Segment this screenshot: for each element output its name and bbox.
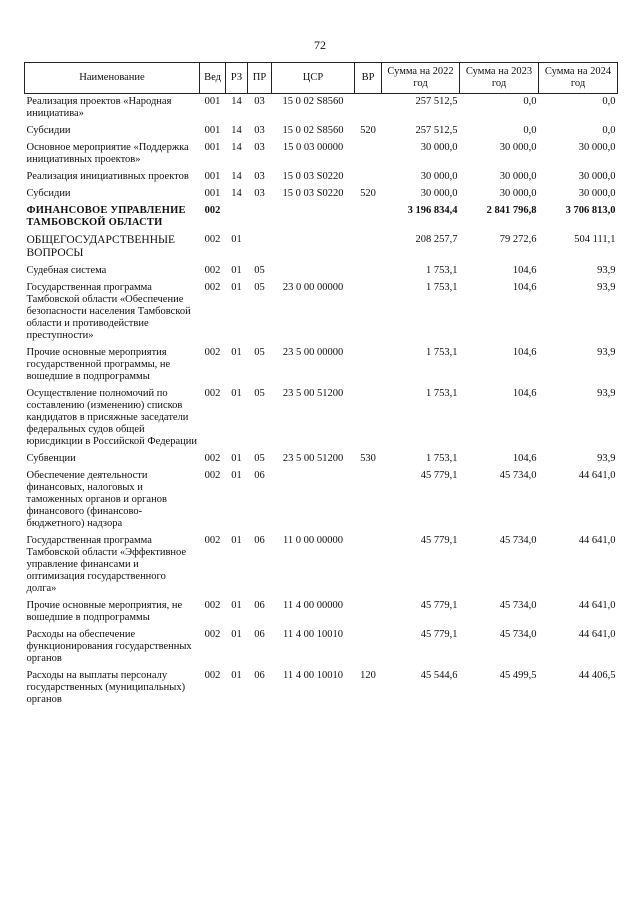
table-row [25,598,618,627]
cell-sum-2023: 45 499,5 [499,670,537,681]
cell-rz: 01 [231,265,242,276]
cell-sum-2023: 45 734,0 [499,470,537,481]
cell-sum-2024: 93,9 [597,265,616,276]
cell-name: Обеспечение деятельности финансовых, налоговых и таможенных органов и органов финансового (финансово-бюджетного) надзора [26,470,167,529]
cell-ved: 001 [204,96,221,107]
cell-vr [355,280,382,345]
cell-rz: 01 [231,629,242,640]
cell-ved: 002 [204,470,221,481]
cell-pr: 06 [254,470,265,481]
cell-sum-2024: 44 641,0 [578,629,616,640]
header-csr: ЦСР [272,63,355,94]
cell-csr: 23 0 00 00000 [282,282,344,293]
cell-pr: 06 [254,535,265,546]
cell-name: Государственная программа Тамбовской области «Обеспечение безопасности населения Тамбовской области и противодействие преступности» [26,282,191,341]
cell-rz: 14 [231,125,242,136]
cell-sum-2024: 30 000,0 [578,142,616,153]
table-row [25,169,618,186]
cell-ved: 002 [204,347,221,358]
cell-name: Субвенции [26,453,76,464]
cell-csr: 15 0 03 S0220 [282,188,344,199]
header-vr: ВР [355,63,382,94]
cell-name: ФИНАНСОВОЕ УПРАВЛЕНИЕ ТАМБОВСКОЙ ОБЛАСТИ [26,205,186,228]
cell-csr: 15 0 02 S8560 [282,96,344,107]
cell-vr [355,468,382,533]
cell-vr [355,386,382,451]
cell-name: Реализация проектов «Народная инициатива» [26,96,172,119]
cell-vr: 530 [360,453,376,464]
cell-vr [355,345,382,386]
header-pr: ПР [248,63,272,94]
cell-vr [355,627,382,668]
table-row [25,468,618,533]
cell-pr: 03 [254,96,265,107]
cell-ved: 002 [204,234,221,245]
cell-csr [272,263,355,280]
cell-name: Расходы на выплаты персоналу государственных (муниципальных) органов [26,670,186,705]
cell-sum-2022: 45 544,6 [420,670,458,681]
cell-pr: 03 [254,171,265,182]
cell-sum-2024: 93,9 [597,282,616,293]
cell-ved: 002 [204,629,221,640]
cell-sum-2024: 93,9 [597,388,616,399]
table-row [25,533,618,598]
cell-rz: 01 [231,234,242,245]
table-row [25,232,618,263]
table-row [25,123,618,140]
table-row [25,186,618,203]
cell-vr [355,263,382,280]
cell-rz: 01 [231,670,242,681]
cell-pr: 05 [254,265,265,276]
cell-vr [355,533,382,598]
cell-pr [248,232,272,263]
cell-pr: 05 [254,388,265,399]
cell-name: Реализация инициативных проектов [26,171,189,182]
cell-sum-2023: 0,0 [523,96,537,107]
budget-table [24,62,618,709]
cell-sum-2023: 104,6 [512,388,537,399]
cell-rz: 14 [231,188,242,199]
table-row [25,140,618,169]
cell-sum-2024: 44 641,0 [578,470,616,481]
cell-sum-2024: 0,0 [602,96,616,107]
cell-sum-2024: 0,0 [602,125,616,136]
cell-sum-2022: 208 257,7 [415,234,458,245]
cell-sum-2023: 45 734,0 [499,629,537,640]
cell-rz [226,203,248,232]
cell-rz: 01 [231,388,242,399]
cell-csr: 23 5 00 00000 [282,347,344,358]
cell-vr [355,94,382,124]
table-header-row [25,63,618,94]
cell-vr [355,140,382,169]
cell-csr: 23 5 00 51200 [282,453,344,464]
cell-pr [248,203,272,232]
cell-sum-2023: 45 734,0 [499,600,537,611]
cell-csr: 15 0 02 S8560 [282,125,344,136]
cell-sum-2024: 504 111,1 [574,234,616,245]
cell-sum-2024: 44 641,0 [578,600,616,611]
cell-csr [272,203,355,232]
cell-sum-2024: 93,9 [597,453,616,464]
header-name: Наименование [25,63,200,94]
cell-ved: 002 [204,453,221,464]
cell-name: Прочие основные мероприятия государственной программы, не вошедшие в подпрограммы [26,347,171,382]
cell-sum-2022: 30 000,0 [420,142,458,153]
cell-vr: 520 [360,125,376,136]
cell-sum-2023: 104,6 [512,347,537,358]
cell-name: Государственная программа Тамбовской области «Эффективное управление финансами и оптимизация государственного долга» [26,535,187,594]
table-row [25,451,618,468]
table-row [25,386,618,451]
cell-pr: 05 [254,347,265,358]
cell-ved: 001 [204,142,221,153]
table-row [25,668,618,709]
cell-sum-2022: 257 512,5 [415,96,458,107]
table-body [25,94,618,710]
cell-ved: 002 [204,205,221,216]
cell-rz: 01 [231,282,242,293]
table-row [25,94,618,124]
cell-csr [272,232,355,263]
cell-rz: 01 [231,347,242,358]
cell-rz: 01 [231,535,242,546]
header-sum-2023: Сумма на 2023 год [460,63,539,94]
cell-sum-2024: 30 000,0 [578,171,616,182]
cell-vr [355,203,382,232]
cell-csr: 15 0 03 00000 [282,142,344,153]
cell-pr: 03 [254,142,265,153]
cell-sum-2022: 30 000,0 [420,171,458,182]
cell-pr: 03 [254,125,265,136]
cell-sum-2024: 3 706 813,0 [565,205,616,216]
cell-vr [355,232,382,263]
cell-sum-2023: 30 000,0 [499,188,537,199]
cell-csr: 11 4 00 00000 [283,600,343,611]
cell-sum-2023: 104,6 [512,453,537,464]
cell-name: Субсидии [26,188,71,199]
cell-sum-2022: 1 753,1 [426,265,458,276]
cell-ved: 002 [204,600,221,611]
table-row [25,263,618,280]
cell-pr: 06 [254,629,265,640]
cell-sum-2024: 44 641,0 [578,535,616,546]
cell-vr [355,598,382,627]
cell-sum-2022: 1 753,1 [426,282,458,293]
cell-sum-2023: 45 734,0 [499,535,537,546]
cell-ved: 002 [204,535,221,546]
cell-ved: 002 [204,388,221,399]
cell-vr: 120 [360,670,376,681]
cell-sum-2022: 45 779,1 [420,600,458,611]
page-number: 72 [314,38,326,52]
cell-rz: 01 [231,453,242,464]
cell-csr: 15 0 03 S0220 [282,171,344,182]
table-row [25,203,618,232]
cell-rz: 14 [231,142,242,153]
cell-sum-2022: 45 779,1 [420,470,458,481]
cell-name: ОБЩЕГОСУДАРСТВЕННЫЕ ВОПРОСЫ [26,234,176,259]
table-row [25,280,618,345]
cell-name: Субсидии [26,125,71,136]
cell-csr: 11 4 00 10010 [283,629,343,640]
cell-sum-2023: 30 000,0 [499,142,537,153]
header-rz: РЗ [226,63,248,94]
cell-sum-2022: 3 196 834,4 [407,205,458,216]
cell-csr: 11 0 00 00000 [283,535,343,546]
cell-pr: 05 [254,453,265,464]
cell-rz: 14 [231,96,242,107]
cell-name: Расходы на обеспечение функционирования государственных органов [26,629,192,664]
cell-sum-2023: 104,6 [512,265,537,276]
cell-sum-2023: 30 000,0 [499,171,537,182]
cell-sum-2022: 45 779,1 [420,535,458,546]
cell-sum-2022: 1 753,1 [426,347,458,358]
cell-rz: 01 [231,470,242,481]
cell-sum-2024: 44 406,5 [578,670,616,681]
cell-name: Судебная система [26,265,107,276]
cell-sum-2023: 104,6 [512,282,537,293]
cell-pr: 03 [254,188,265,199]
cell-sum-2023: 0,0 [523,125,537,136]
cell-sum-2023: 79 272,6 [499,234,537,245]
header-sum-2024: Сумма на 2024 год [539,63,618,94]
cell-rz: 14 [231,171,242,182]
cell-name: Основное мероприятие «Поддержка инициативных проектов» [26,142,189,165]
cell-csr [272,468,355,533]
cell-sum-2022: 45 779,1 [420,629,458,640]
cell-sum-2022: 30 000,0 [420,188,458,199]
cell-vr: 520 [360,188,376,199]
cell-csr: 11 4 00 10010 [283,670,343,681]
cell-pr: 06 [254,670,265,681]
table-row [25,627,618,668]
cell-sum-2024: 93,9 [597,347,616,358]
cell-csr: 23 5 00 51200 [282,388,344,399]
cell-sum-2022: 1 753,1 [426,453,458,464]
cell-name: Осуществление полномочий по составлению (изменению) списков кандидатов в присяжные заседатели федеральных судов общей юрисдикции в Российской Федерации [26,388,197,447]
cell-sum-2022: 257 512,5 [415,125,458,136]
table-row [25,345,618,386]
cell-ved: 002 [204,670,221,681]
header-ved: Вед [200,63,226,94]
cell-ved: 001 [204,171,221,182]
cell-name: Прочие основные мероприятия, не вошедшие в подпрограммы [26,600,183,623]
cell-ved: 001 [204,125,221,136]
header-sum-2022: Сумма на 2022 год [382,63,460,94]
cell-sum-2024: 30 000,0 [578,188,616,199]
cell-ved: 002 [204,265,221,276]
cell-rz: 01 [231,600,242,611]
cell-sum-2022: 1 753,1 [426,388,458,399]
cell-ved: 002 [204,282,221,293]
cell-sum-2023: 2 841 796,8 [486,205,537,216]
cell-ved: 001 [204,188,221,199]
cell-pr: 05 [254,282,265,293]
cell-pr: 06 [254,600,265,611]
cell-vr [355,169,382,186]
